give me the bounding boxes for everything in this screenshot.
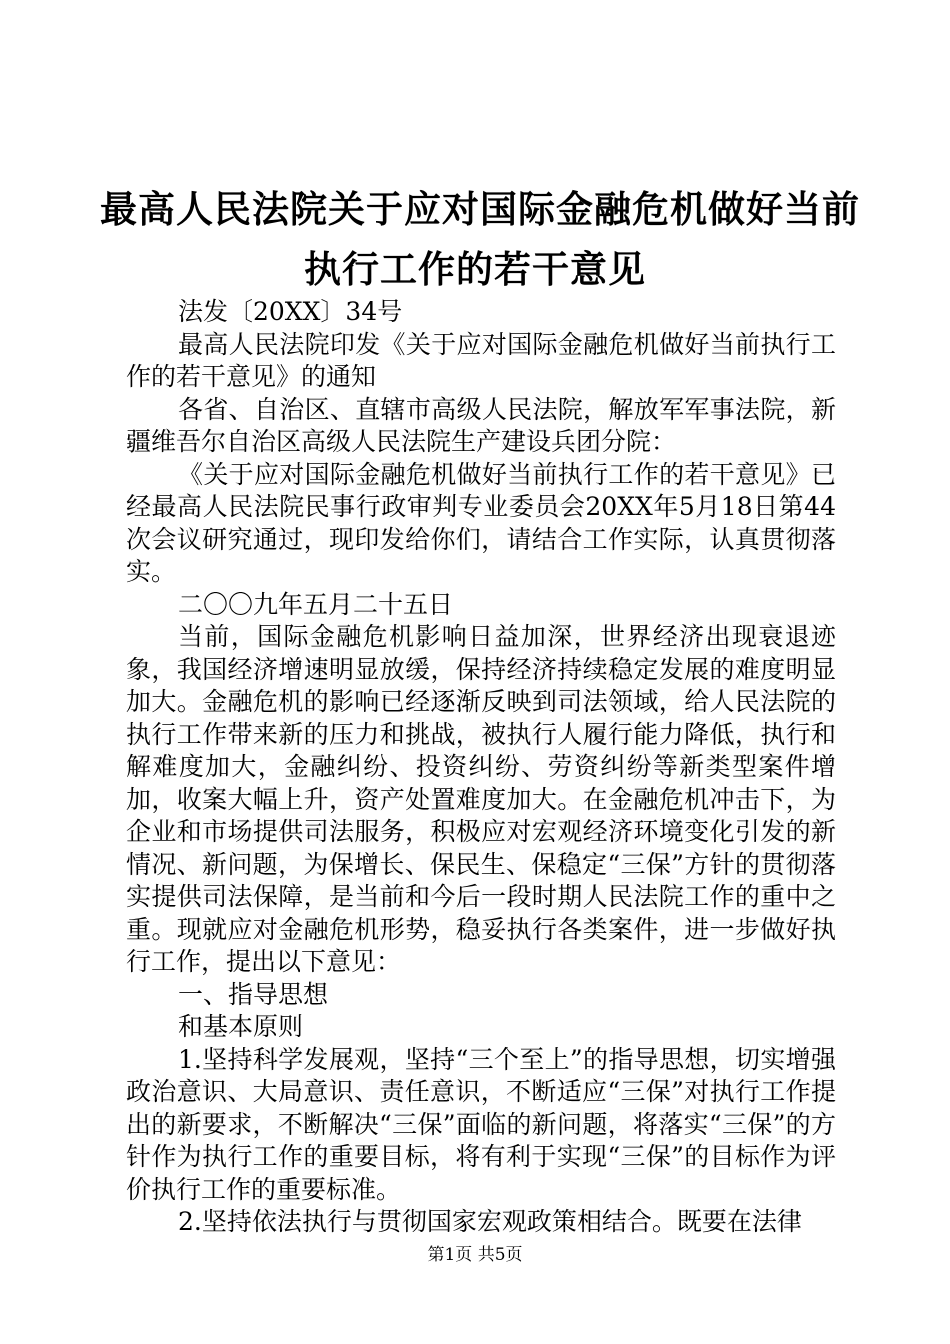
- principle-2-paragraph: 2.坚持依法执行与贯彻国家宏观政策相结合。既要在法律: [178, 1207, 802, 1236]
- notice-heading: 最高人民法院印发《关于应对国际金融危机做好当前执行工作的若干意见》的通知: [126, 329, 836, 391]
- notice-paragraph: 《关于应对国际金融危机做好当前执行工作的若干意见》已经最高人民法院民事行政审判专业委员会20XX年5月18日第44次会议研究通过，现印发给你们，请结合工作实际，认真贯彻落实。: [126, 459, 836, 586]
- issue-date: 二〇〇九年五月二十五日: [178, 589, 454, 619]
- preamble-paragraph: 当前，国际金融危机影响日益加深，世界经济出现衰退迹象，我国经济增速明显放缓，保持经济持续稳定发展的难度明显加大。金融危机的影响已经逐渐反映到司法领域，给人民法院的执行工作带来新的压力和挑战，被执行人履行能力降低，执行和解难度加大，金融纠纷、投资纠纷、劳资纠纷等新类型案件增加，收案大幅上升，资产处置难度加大。在金融危机冲击下，为企业和市场提供司法服务，积极应对宏观经济环境变化引发的新情况、新问题，为保增长、保民生、保稳定“三保”方针的贯彻落实提供司法保障，是当前和今后一段时期人民法院工作的重中之重。现就应对金融危机形势，稳妥执行各类案件，进一步做好执行工作，提出以下意见：: [126, 622, 836, 976]
- principle-1-paragraph: 1.坚持科学发展观，坚持“三个至上”的指导思想，切实增强政治意识、大局意识、责任意识，不断适应“三保”对执行工作提出的新要求，不断解决“三保”面临的新问题，将落实“三保”的方针作为执行工作的重要目标，将有利于实现“三保”的目标作为评价执行工作的重要标准。: [126, 1044, 836, 1204]
- document-title-line-2: 执行工作的若干意见: [304, 248, 646, 291]
- page-number-footer: 第1页 共5页: [427, 1245, 523, 1265]
- document-title-line-1: 最高人民法院关于应对国际金融危机做好当前: [100, 188, 860, 231]
- document-body: [126, 296, 836, 1239]
- addressees: 各省、自治区、直辖市高级人民法院，解放军军事法院，新疆维吾尔自治区高级人民法院生产建设兵团分院：: [126, 394, 836, 456]
- section-heading-continued: 和基本原则: [178, 1012, 304, 1041]
- section-heading: 一、指导思想: [178, 979, 329, 1009]
- document-number: 法发〔20XX〕34号: [178, 297, 403, 326]
